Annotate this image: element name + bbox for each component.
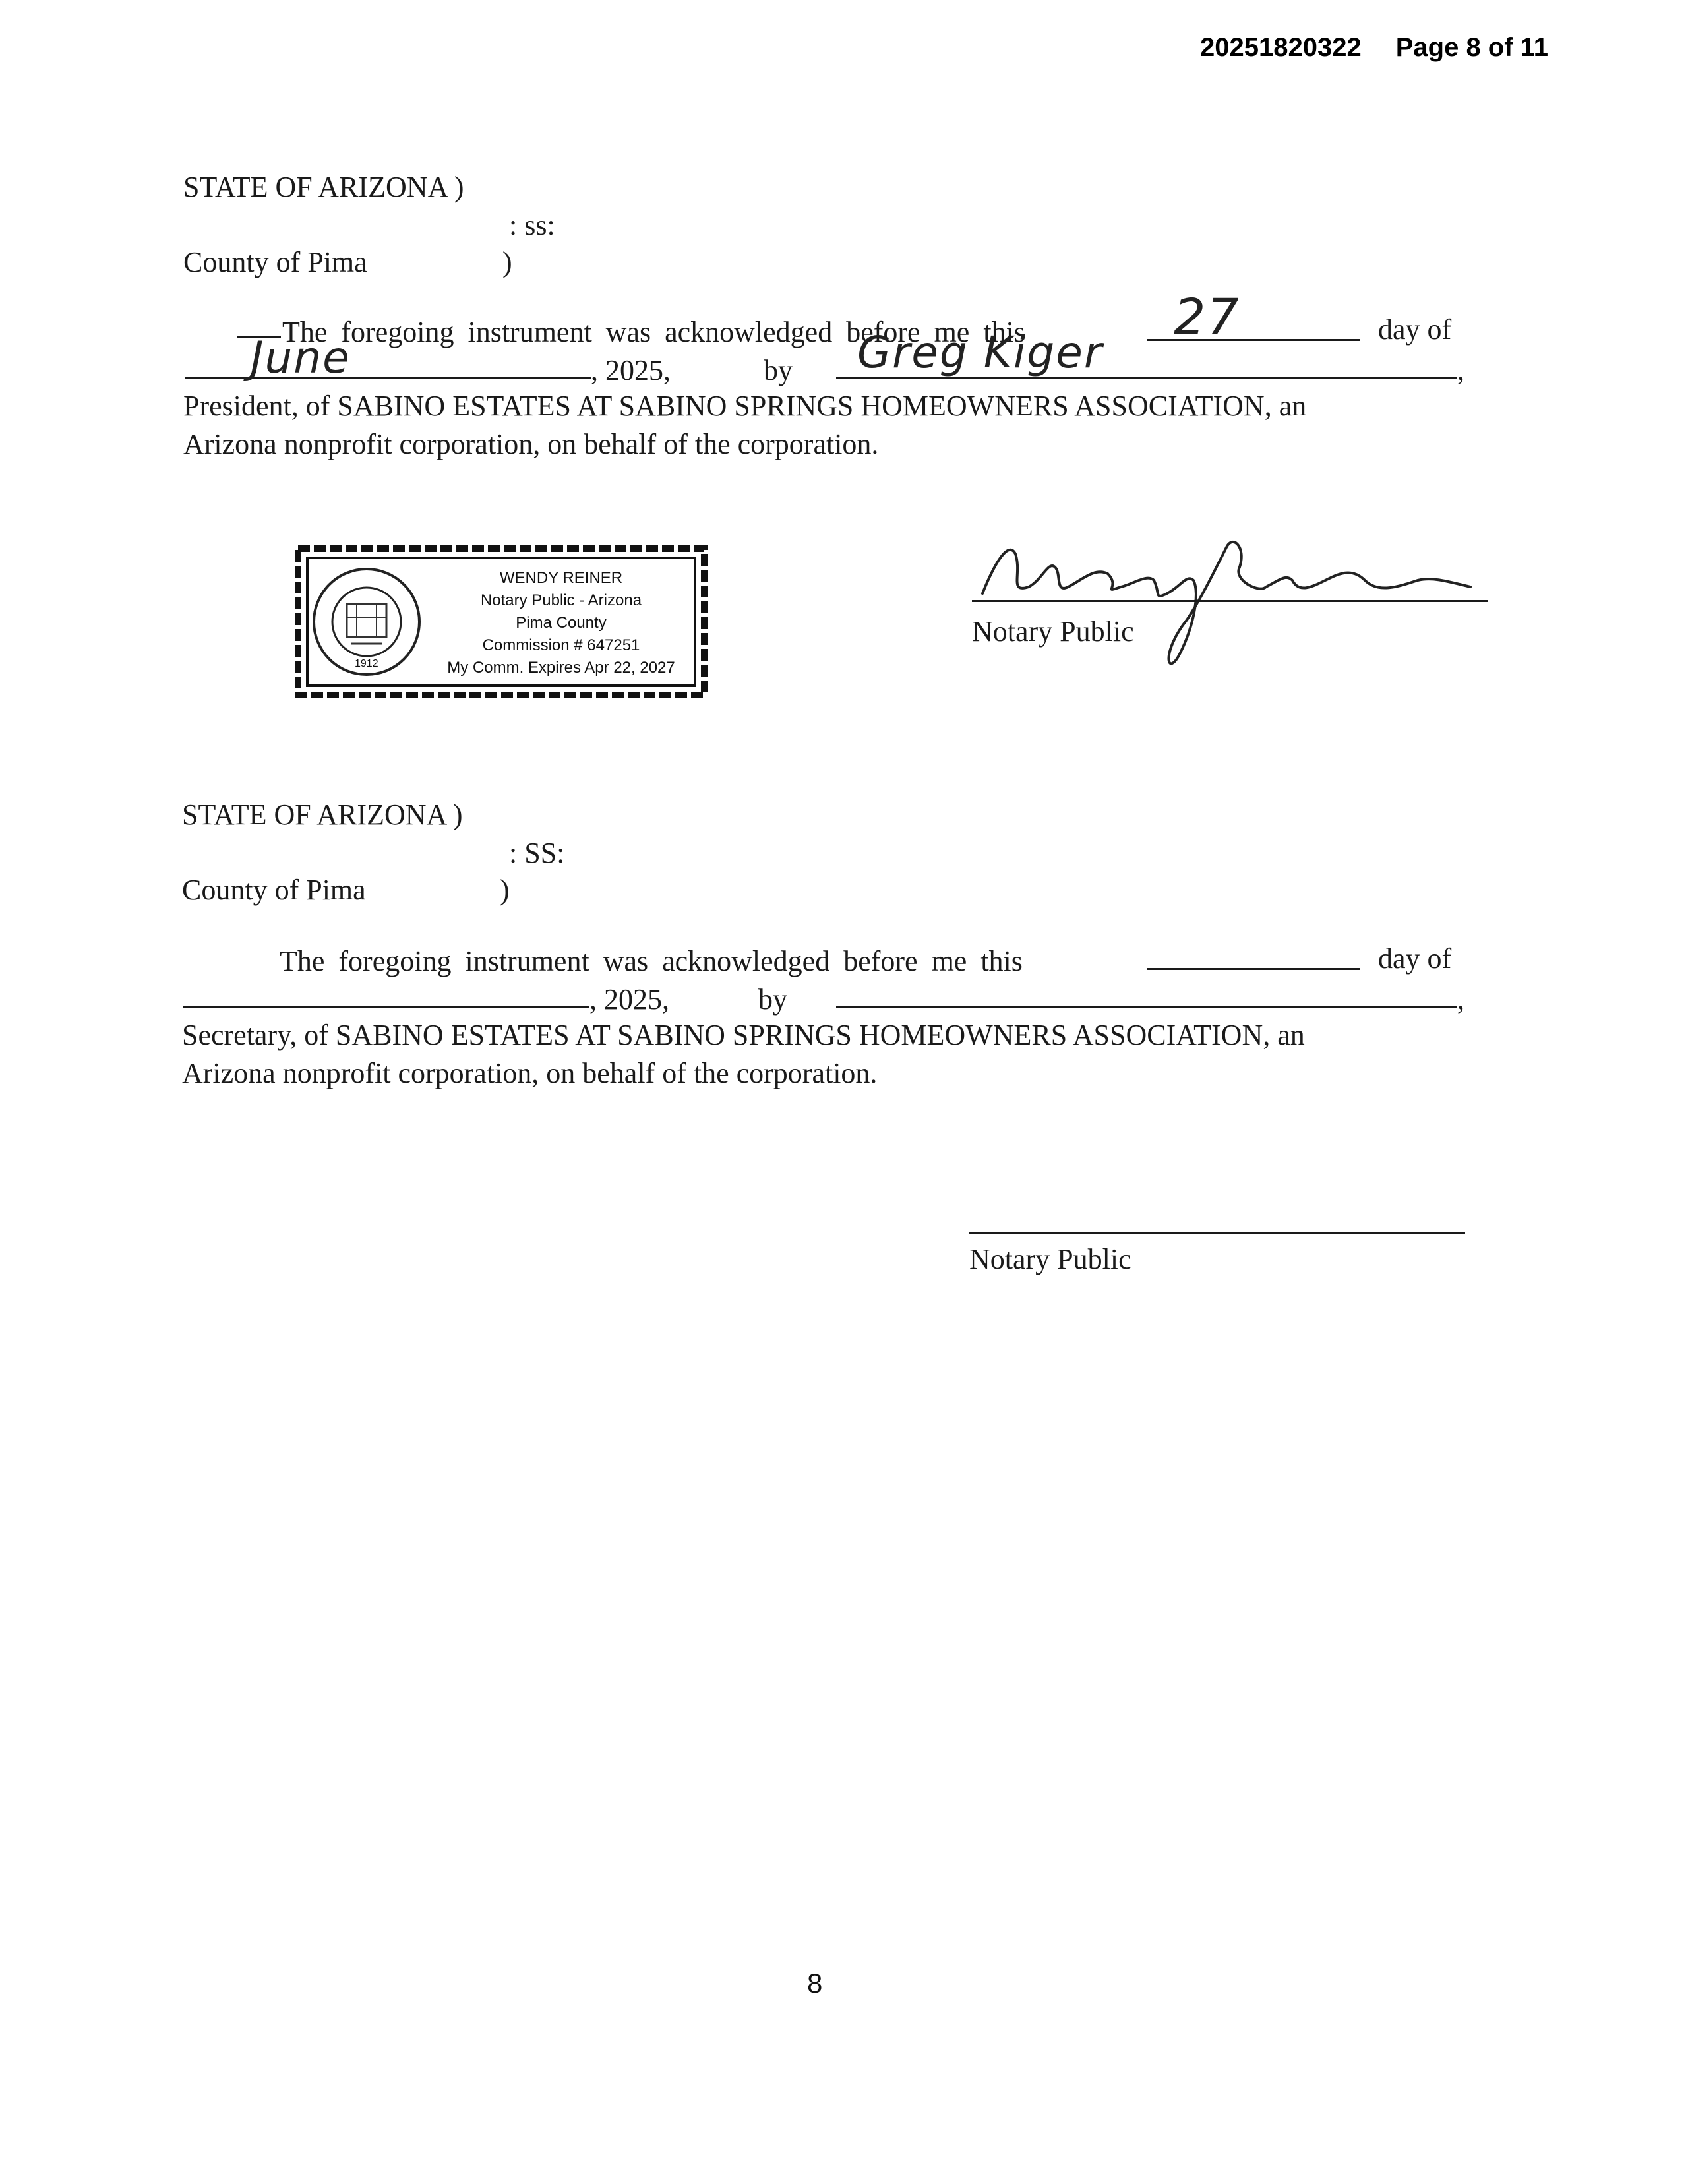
ack-closing-line: Arizona nonprofit corporation, on behalf of the corporation. bbox=[182, 1057, 878, 1089]
page-number: 8 bbox=[807, 1968, 823, 1999]
signature-line-2 bbox=[969, 1232, 1465, 1234]
ack-closing-line: Arizona nonprofit corporation, on behalf of the corporation. bbox=[183, 428, 879, 460]
county-paren: ) bbox=[500, 874, 510, 906]
comma: , bbox=[1457, 354, 1464, 386]
commission-number: Commission # 647251 bbox=[482, 636, 640, 654]
day-line bbox=[1147, 968, 1360, 970]
comma: , bbox=[1457, 983, 1464, 1016]
state-heading: STATE OF ARIZONA ) bbox=[183, 171, 464, 203]
year-text: , 2025, bbox=[589, 983, 669, 1016]
by-text: by bbox=[764, 354, 793, 386]
handwritten-month: June bbox=[251, 332, 351, 383]
notary-public-label-1: Notary Public bbox=[972, 615, 1134, 648]
handwritten-name: Greg Kiger bbox=[857, 327, 1104, 378]
state-heading: STATE OF ARIZONA ) bbox=[182, 799, 463, 831]
seal-year: 1912 bbox=[355, 658, 378, 669]
notary-public-label-2: Notary Public bbox=[969, 1243, 1131, 1275]
ack-sentence-start: The foregoing instrument was acknowledged before me this bbox=[282, 316, 1025, 348]
ss-marker: : SS: bbox=[509, 837, 565, 869]
county-heading: County of Pima bbox=[183, 246, 367, 278]
year-text: , 2025, bbox=[591, 354, 671, 386]
notary-county: Pima County bbox=[516, 614, 607, 632]
document-header bbox=[1200, 33, 1548, 63]
ack-sentence-start: The foregoing instrument was acknowledged before me this bbox=[280, 945, 1023, 977]
day-of-text: day of bbox=[1378, 313, 1452, 346]
ack-entity-line: Secretary, of SABINO ESTATES AT SABINO SPRINGS HOMEOWNERS ASSOCIATION, an bbox=[182, 1019, 1305, 1051]
notary-title: Notary Public - Arizona bbox=[480, 592, 642, 609]
notary-name: WENDY REINER bbox=[499, 569, 623, 587]
document-number: 20251820322 bbox=[1200, 33, 1362, 62]
notary-stamp bbox=[294, 545, 708, 699]
handwritten-signature-icon bbox=[969, 521, 1497, 686]
county-heading: County of Pima bbox=[182, 874, 366, 906]
day-of-text: day of bbox=[1378, 942, 1452, 975]
stamp-text-group bbox=[426, 567, 696, 679]
commission-expiry: My Comm. Expires Apr 22, 2027 bbox=[447, 659, 675, 677]
page-label: Page 8 of 11 bbox=[1395, 33, 1548, 62]
month-line bbox=[185, 377, 591, 379]
ss-marker: : ss: bbox=[509, 209, 555, 241]
county-paren: ) bbox=[502, 246, 512, 278]
signature-line-1 bbox=[972, 600, 1488, 602]
ack-entity-line: President, of SABINO ESTATES AT SABINO SPRINGS HOMEOWNERS ASSOCIATION, an bbox=[183, 390, 1307, 422]
handwritten-day: 27 bbox=[1174, 288, 1240, 346]
name-line bbox=[836, 1006, 1457, 1008]
month-line bbox=[183, 1006, 589, 1008]
by-text: by bbox=[758, 983, 787, 1016]
